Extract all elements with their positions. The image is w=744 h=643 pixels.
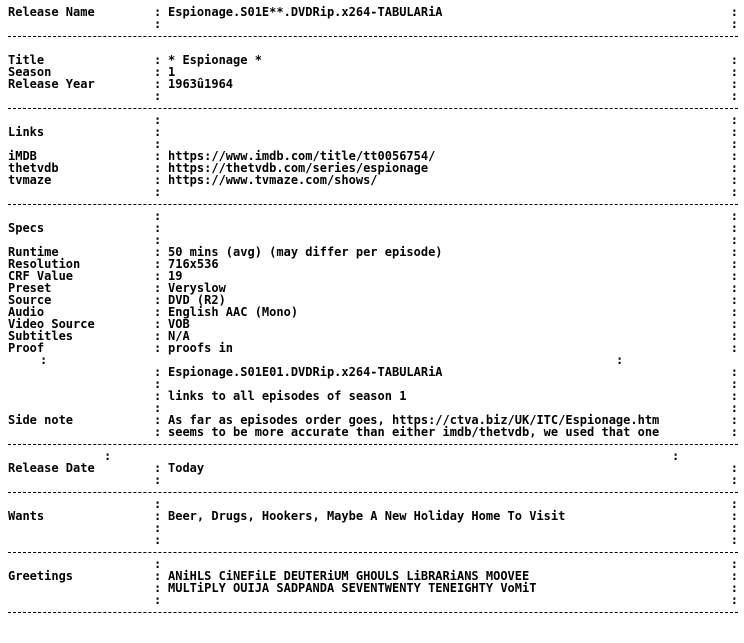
side-note-line-2: seems to be more accurate than either imdb/thetvdb, we used that one — [168, 425, 660, 439]
release-year-row — [8, 78, 738, 90]
release-name-row — [8, 6, 738, 18]
release-name-value: Espionage.S01E**.DVDRip.x264-TABULARiA — [168, 5, 443, 19]
colon: : — [730, 233, 738, 247]
colon: : — [730, 473, 738, 487]
colon: : — [154, 149, 162, 163]
resolution-row — [8, 258, 738, 270]
colon: : — [154, 377, 162, 391]
colon: : — [730, 461, 738, 475]
runtime-value: 50 mins (avg) (may differ per episode) — [168, 245, 443, 259]
greetings-line-2: MULTiPLY OUIJA SADPANDA SEVENTWENTY TENEIGHTY VoMiT — [168, 581, 537, 595]
season-row — [8, 66, 738, 78]
colon: : — [730, 77, 738, 91]
separator-line — [8, 30, 738, 42]
source-value: DVD (R2) — [168, 293, 226, 307]
colon: : — [730, 89, 738, 103]
wants-value: Beer, Drugs, Hookers, Maybe A New Holiday Home To Visit — [168, 509, 566, 523]
separator-line — [8, 438, 738, 450]
title-row — [8, 54, 738, 66]
colon: : — [154, 365, 162, 379]
colon: : — [154, 161, 162, 175]
colon: : — [730, 17, 738, 31]
colon: : — [730, 245, 738, 259]
wants-row — [8, 510, 738, 522]
release-date-label: Release Date — [8, 461, 95, 475]
proof-file-row — [8, 366, 738, 378]
separator-line — [8, 606, 738, 618]
release-date-row — [8, 462, 738, 474]
colon: : — [730, 137, 738, 151]
release-name-label: Release Name — [8, 5, 95, 19]
release-date-value: Today — [168, 461, 205, 475]
colon: : — [730, 257, 738, 271]
colon: : — [154, 5, 162, 19]
colon: : — [154, 137, 162, 151]
colon: : — [154, 221, 162, 235]
preset-row — [8, 282, 738, 294]
episode-links-row — [8, 390, 738, 402]
colon: : — [730, 389, 738, 403]
title-label: Title — [8, 53, 45, 67]
imdb-label: iMDB — [8, 149, 37, 163]
colon: : — [730, 569, 738, 583]
crf-label: CRF Value — [8, 269, 74, 283]
colon: : — [154, 89, 162, 103]
preset-value: Veryslow — [168, 281, 226, 295]
release-year-label: Release Year — [8, 77, 95, 91]
colon: : — [154, 113, 162, 127]
colon: : — [154, 569, 162, 583]
colon: : — [154, 521, 162, 535]
colon: : — [672, 449, 680, 463]
colon: : — [154, 125, 162, 139]
colon: : — [154, 533, 162, 547]
colon: : — [730, 125, 738, 139]
runtime-row — [8, 246, 738, 258]
colon: : — [730, 365, 738, 379]
colon: : — [154, 497, 162, 511]
links-heading-row — [8, 126, 738, 138]
greetings-line-1: ANiHLS CiNEFiLE DEUTERiUM GHOULS LiBRARiANS MOOVEE — [168, 569, 530, 583]
colon: : — [154, 293, 162, 307]
separator-line — [8, 546, 738, 558]
colon: : — [730, 329, 738, 343]
tvmaze-label: tvmaze — [8, 173, 52, 187]
colon: : — [730, 65, 738, 79]
colon: : — [730, 149, 738, 163]
colon: : — [154, 317, 162, 331]
colon: : — [730, 161, 738, 175]
colon: : — [104, 449, 112, 463]
spacer-row — [8, 594, 738, 606]
nfo-document — [8, 6, 738, 618]
proof-label: Proof — [8, 341, 45, 355]
colon: : — [730, 53, 738, 67]
colon: : — [730, 281, 738, 295]
colon: : — [730, 425, 738, 439]
colon: : — [730, 209, 738, 223]
colon: : — [154, 209, 162, 223]
colon: : — [616, 353, 624, 367]
colon: : — [154, 245, 162, 259]
colon: : — [730, 521, 738, 535]
separator-line — [8, 486, 738, 498]
colon: : — [154, 413, 162, 427]
spacer-row — [8, 534, 738, 546]
video-source-row — [8, 318, 738, 330]
separator-line — [8, 198, 738, 210]
crf-value: 19 — [168, 269, 183, 283]
subtitles-row — [8, 330, 738, 342]
colon: : — [730, 317, 738, 331]
video-source-value: VOB — [168, 317, 190, 331]
proof-value: proofs in — [168, 341, 234, 355]
colon: : — [730, 497, 738, 511]
subtitles-value: N/A — [168, 329, 190, 343]
subtitles-label: Subtitles — [8, 329, 74, 343]
colon: : — [730, 221, 738, 235]
colon: : — [154, 305, 162, 319]
colon: : — [730, 581, 738, 595]
audio-label: Audio — [8, 305, 45, 319]
colon: : — [154, 65, 162, 79]
colon: : — [730, 269, 738, 283]
colon: : — [154, 281, 162, 295]
colon: : — [154, 77, 162, 91]
spacer-row — [8, 186, 738, 198]
separator-line — [8, 102, 738, 114]
colon: : — [730, 413, 738, 427]
proof-file-value: Espionage.S01E01.DVDRip.x264-TABULARiA — [168, 365, 443, 379]
colon: : — [154, 269, 162, 283]
side-note-row-2 — [8, 426, 738, 438]
source-row — [8, 294, 738, 306]
colon: : — [730, 557, 738, 571]
resolution-value: 716x536 — [168, 257, 219, 271]
season-value: 1 — [168, 65, 176, 79]
colon: : — [730, 377, 738, 391]
colon: : — [154, 17, 162, 31]
thetvdb-label: thetvdb — [8, 161, 59, 175]
tvmaze-row — [8, 174, 738, 186]
side-note-line-1: As far as episodes order goes, https://ctva.biz/UK/ITC/Espionage.htm — [168, 413, 660, 427]
imdb-link[interactable]: https://www.imdb.com/title/tt0056754/ — [168, 149, 436, 163]
colon: : — [730, 293, 738, 307]
colon: : — [154, 509, 162, 523]
greetings-label: Greetings — [8, 569, 74, 583]
colon: : — [154, 53, 162, 67]
colon: : — [154, 557, 162, 571]
side-note-label: Side note — [8, 413, 74, 427]
video-source-label: Video Source — [8, 317, 95, 331]
season-label: Season — [8, 65, 52, 79]
misaligned-colon-row — [8, 450, 738, 462]
colon: : — [154, 341, 162, 355]
colon: : — [730, 173, 738, 187]
colon: : — [730, 533, 738, 547]
spacer-row — [8, 522, 738, 534]
colon: : — [154, 389, 162, 403]
release-year-value: 1963û1964 — [168, 77, 234, 91]
audio-value: English AAC (Mono) — [168, 305, 299, 319]
colon: : — [154, 173, 162, 187]
title-value: * Espionage * — [168, 53, 262, 67]
colon: : — [730, 185, 738, 199]
colon: : — [154, 473, 162, 487]
specs-heading-row — [8, 222, 738, 234]
colon: : — [730, 113, 738, 127]
spacer-row — [8, 114, 738, 126]
colon: : — [730, 401, 738, 415]
spacer-row — [8, 18, 738, 30]
colon: : — [154, 581, 162, 595]
colon: : — [154, 425, 162, 439]
audio-row — [8, 306, 738, 318]
colon: : — [154, 401, 162, 415]
spacer-row — [8, 210, 738, 222]
thetvdb-link[interactable]: https://thetvdb.com/series/espionage — [168, 161, 429, 175]
spacer-row — [8, 42, 738, 54]
source-label: Source — [8, 293, 52, 307]
greetings-row-2 — [8, 582, 738, 594]
specs-heading: Specs — [8, 221, 45, 235]
colon: : — [40, 353, 48, 367]
crf-row — [8, 270, 738, 282]
colon: : — [730, 593, 738, 607]
colon: : — [154, 233, 162, 247]
preset-label: Preset — [8, 281, 52, 295]
colon: : — [730, 305, 738, 319]
colon: : — [154, 257, 162, 271]
episode-links-note: links to all episodes of season 1 — [168, 389, 407, 403]
proof-row — [8, 342, 738, 354]
colon: : — [730, 341, 738, 355]
tvmaze-link[interactable]: https://www.tvmaze.com/shows/ — [168, 173, 378, 187]
wants-label: Wants — [8, 509, 45, 523]
colon: : — [154, 185, 162, 199]
colon: : — [730, 509, 738, 523]
colon: : — [730, 5, 738, 19]
spacer-row — [8, 90, 738, 102]
runtime-label: Runtime — [8, 245, 59, 259]
colon: : — [154, 461, 162, 475]
links-heading: Links — [8, 125, 45, 139]
spacer-row — [8, 474, 738, 486]
resolution-label: Resolution — [8, 257, 81, 271]
colon: : — [154, 329, 162, 343]
colon: : — [154, 593, 162, 607]
